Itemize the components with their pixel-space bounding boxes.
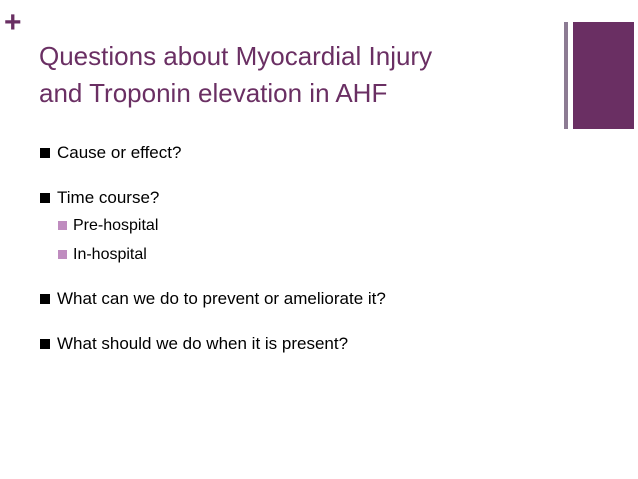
square-bullet-icon [40, 339, 50, 349]
accent-bar-thick [573, 22, 634, 129]
plus-logo-icon: + [4, 6, 22, 39]
square-bullet-icon [40, 193, 50, 203]
accent-bar-thin [564, 22, 568, 129]
sub-bullet-item [57, 215, 580, 236]
sub-bullet-item [57, 244, 580, 265]
bullet-text: What should we do when it is present? [57, 334, 349, 353]
square-bullet-icon [40, 294, 50, 304]
slide-title [39, 38, 559, 112]
slide-title-line-1: Questions about Myocardial Injury [39, 41, 433, 71]
sub-bullet-text: In-hospital [73, 246, 147, 263]
bullet-list [40, 142, 580, 355]
sub-bullet-text: Pre-hospital [73, 217, 159, 234]
bullet-text: Time course? [57, 188, 160, 207]
sub-square-bullet-icon [58, 221, 67, 230]
sub-bullet-list [57, 215, 580, 265]
bullet-item [40, 333, 580, 355]
bullet-item [40, 288, 580, 310]
bullet-item [40, 142, 580, 164]
bullet-text: Cause or effect? [57, 143, 182, 162]
bullet-text: What can we do to prevent or ameliorate it? [57, 289, 386, 308]
bullet-item [40, 187, 580, 265]
slide-title-line-2: and Troponin elevation in AHF [39, 78, 388, 108]
sub-square-bullet-icon [58, 250, 67, 259]
square-bullet-icon [40, 148, 50, 158]
